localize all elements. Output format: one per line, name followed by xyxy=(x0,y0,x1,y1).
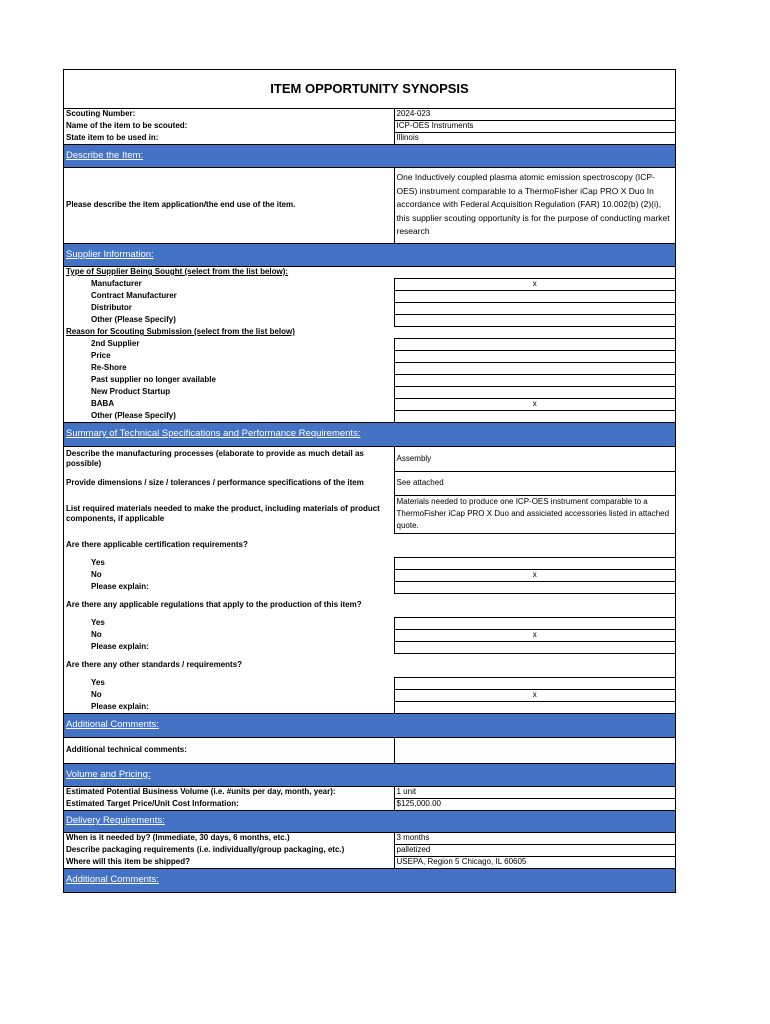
synopsis-sheet xyxy=(63,69,676,893)
std-no-mark[interactable]: x xyxy=(394,689,675,701)
business-volume-label: Estimated Potential Business Volume (i.e. #units per day, month, year): xyxy=(66,787,336,797)
std-yes-label: Yes xyxy=(91,678,105,687)
option-new-product-mark[interactable] xyxy=(394,386,675,398)
reg-yes-mark[interactable] xyxy=(394,617,675,629)
dimensions-value[interactable]: See attached xyxy=(394,471,675,495)
option-contract-manufacturer-mark[interactable] xyxy=(394,290,675,302)
additional-technical-value[interactable] xyxy=(394,737,675,763)
option-distributor-mark[interactable] xyxy=(394,302,675,314)
cert-no-mark[interactable]: x xyxy=(394,569,675,581)
needed-by-label: When is it needed by? (Immediate, 30 days, 6 months, etc.) xyxy=(66,833,290,843)
reg-explain-label: Please explain: xyxy=(91,642,149,651)
needed-by-value[interactable]: 3 months xyxy=(394,832,675,844)
option-reason-other: Other (Please Specify) xyxy=(91,410,176,420)
manufacturing-label: Describe the manufacturing processes (elaborate to provide as much detail as possible) xyxy=(66,448,364,468)
additional-section-heading: Additional Comments: xyxy=(64,713,675,737)
synopsis-table xyxy=(64,70,675,892)
option-distributor: Distributor xyxy=(91,303,132,312)
packaging-label: Describe packaging requirements (i.e. individually/group packaging, etc.) xyxy=(66,845,345,854)
option-re-shore: Re-Shore xyxy=(91,363,127,372)
option-baba-mark[interactable]: x xyxy=(394,398,675,410)
option-2nd-supplier-mark[interactable] xyxy=(394,338,675,350)
reg-explain-value[interactable] xyxy=(394,641,675,653)
reg-no-mark[interactable]: x xyxy=(394,629,675,641)
std-explain-label: Please explain: xyxy=(91,701,149,711)
state-label: State item to be used in: xyxy=(66,132,159,142)
option-price-mark[interactable] xyxy=(394,350,675,362)
final-comments-heading: Additional Comments: xyxy=(64,868,675,892)
cert-explain-label: Please explain: xyxy=(91,582,149,591)
materials-value[interactable]: Materials needed to produce one ICP-OES instrument comparable to a ThermoFisher iCap PRO X Duo and assiciated accessories listed in attached quote. xyxy=(394,495,675,533)
page-title: ITEM OPPORTUNITY SYNOPSIS xyxy=(64,70,675,108)
supplier-type-label: Type of Supplier Being Sought (select from the list below): xyxy=(66,267,289,276)
shipped-to-value[interactable]: USEPA, Region 5 Chicago, IL 60605 xyxy=(394,856,675,868)
cert-no-label: No xyxy=(91,570,102,579)
std-yes-mark[interactable] xyxy=(394,677,675,689)
business-volume-value[interactable]: 1 unit xyxy=(394,786,675,798)
dimensions-label: Provide dimensions / size / tolerances / performance specifications of the item xyxy=(66,478,364,487)
cert-yes-label: Yes xyxy=(91,558,105,567)
option-past-supplier: Past supplier no longer available xyxy=(91,375,216,384)
additional-technical-label: Additional technical comments: xyxy=(66,745,187,754)
cert-explain-value[interactable] xyxy=(394,581,675,593)
volume-section-heading: Volume and Pricing: xyxy=(64,763,675,786)
reg-yes-label: Yes xyxy=(91,618,105,627)
option-new-product: New Product Startup xyxy=(91,387,171,396)
item-application-label: Please describe the item application/the end use of the item. xyxy=(66,200,296,209)
regulations-question: Are there any applicable regulations that apply to the production of this item? xyxy=(66,600,362,609)
option-past-supplier-mark[interactable] xyxy=(394,374,675,386)
certification-question: Are there applicable certification requirements? xyxy=(66,540,248,549)
supplier-section-heading: Supplier Information: xyxy=(64,243,675,266)
scouting-number-label: Scouting Number: xyxy=(66,109,136,119)
state-row xyxy=(64,132,675,144)
option-re-shore-mark[interactable] xyxy=(394,362,675,374)
std-explain-value[interactable] xyxy=(394,701,675,713)
option-2nd-supplier: 2nd Supplier xyxy=(91,339,140,348)
reason-label: Reason for Scouting Submission (select from the list below) xyxy=(66,327,295,336)
state-value[interactable]: Illinois xyxy=(394,132,675,144)
option-type-other-mark[interactable] xyxy=(394,314,675,326)
option-contract-manufacturer: Contract Manufacturer xyxy=(91,291,177,300)
item-name-label: Name of the item to be scouted: xyxy=(66,121,188,130)
option-manufacturer: Manufacturer xyxy=(91,279,142,288)
item-name-row xyxy=(64,120,675,132)
option-type-other: Other (Please Specify) xyxy=(91,315,176,324)
option-price: Price xyxy=(91,351,111,360)
cert-yes-mark[interactable] xyxy=(394,557,675,569)
packaging-value[interactable]: palletized xyxy=(394,844,675,856)
item-name-value[interactable]: ICP-OES Instruments xyxy=(394,120,675,132)
shipped-to-label: Where will this item be shipped? xyxy=(66,856,191,866)
target-price-value[interactable]: $125,000.00 xyxy=(394,798,675,810)
materials-label: List required materials needed to make the product, including materials of product components, if applicable xyxy=(66,504,380,523)
reg-no-label: No xyxy=(91,630,102,639)
technical-section-heading: Summary of Technical Specifications and Performance Requirements: xyxy=(64,422,675,446)
item-application-value[interactable]: One Inductively coupled plasma atomic emission spectroscopy (ICP-OES) instrument comparable to a ThermoFisher iCap PRO X Duo In accordance with Federal Acquisition Regulation (FAR) 10.002(b) (2)(i), this supplier scouting opportunity is for the purpose of conducting market research xyxy=(394,167,675,243)
standards-question: Are there any other standards / requirements? xyxy=(66,660,243,669)
option-manufacturer-mark[interactable]: x xyxy=(394,278,675,290)
delivery-section-heading: Delivery Requirements: xyxy=(64,810,675,832)
scouting-number-value[interactable]: 2024-023 xyxy=(394,108,675,120)
scouting-number-row xyxy=(64,108,675,120)
manufacturing-value[interactable]: Assembly xyxy=(394,446,675,471)
target-price-label: Estimated Target Price/Unit Cost Information: xyxy=(66,798,239,808)
describe-section-heading: Describe the Item: xyxy=(64,144,675,167)
std-no-label: No xyxy=(91,690,102,699)
option-reason-other-mark[interactable] xyxy=(394,410,675,422)
option-baba: BABA xyxy=(91,399,115,408)
